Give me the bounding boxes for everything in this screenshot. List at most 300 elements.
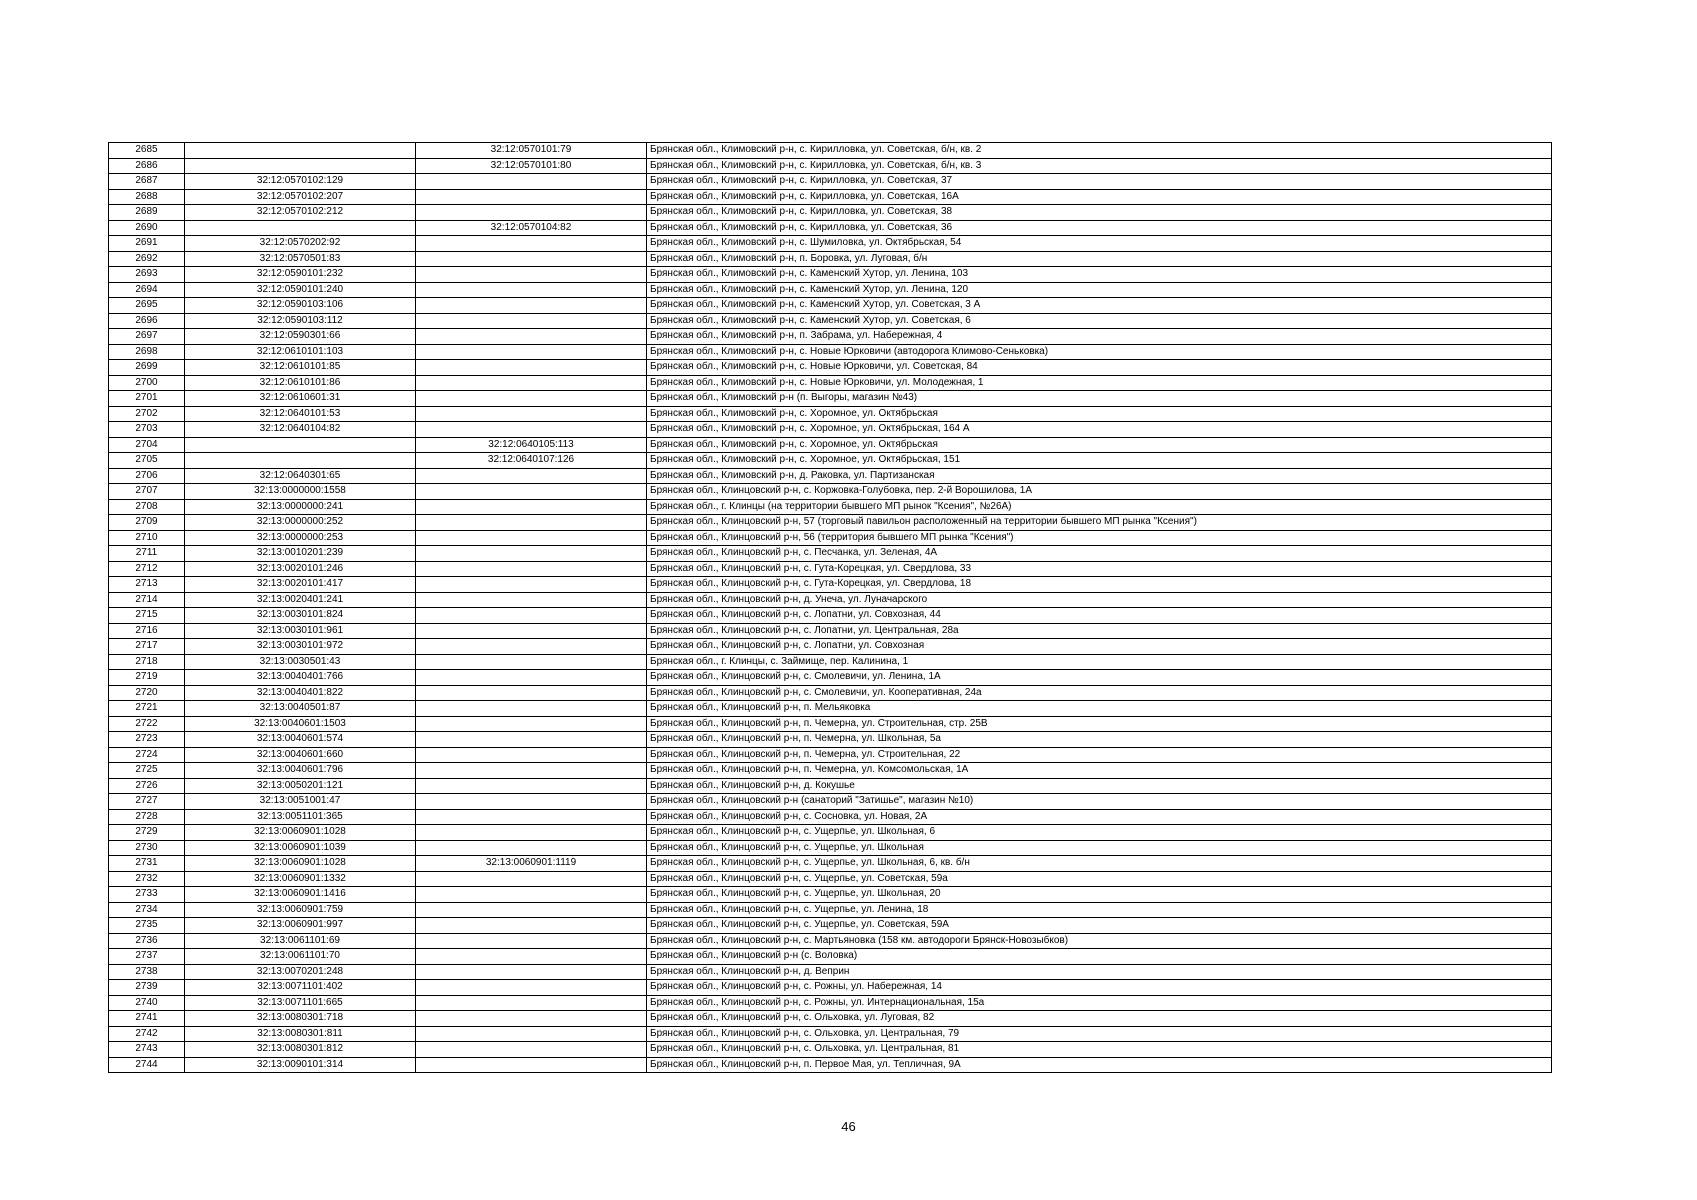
address-cell: Брянская обл., Климовский р-н, с. Хоромное, ул. Октябрьская, 164 А xyxy=(647,422,1552,438)
table-row xyxy=(109,515,1552,531)
table-row xyxy=(109,530,1552,546)
table-row xyxy=(109,236,1552,252)
row-number-cell: 2741 xyxy=(109,1011,185,1027)
premises-cadastral-number-cell xyxy=(416,422,647,438)
premises-cadastral-number-cell xyxy=(416,484,647,500)
table-row xyxy=(109,499,1552,515)
premises-cadastral-number-cell xyxy=(416,964,647,980)
premises-cadastral-number-cell xyxy=(416,577,647,593)
address-cell: Брянская обл., Климовский р-н, п. Забрама, ул. Набережная, 4 xyxy=(647,329,1552,345)
table-row xyxy=(109,949,1552,965)
address-cell: Брянская обл., Климовский р-н, с. Кирилловка, ул. Советская, б/н, кв. 3 xyxy=(647,158,1552,174)
address-cell: Брянская обл., Клинцовский р-н, п. Первое Мая, ул. Тепличная, 9А xyxy=(647,1057,1552,1073)
address-cell: Брянская обл., Климовский р-н, с. Хоромное, ул. Октябрьская, 151 xyxy=(647,453,1552,469)
premises-cadastral-number-cell xyxy=(416,267,647,283)
table-row xyxy=(109,995,1552,1011)
row-number-cell: 2702 xyxy=(109,406,185,422)
premises-cadastral-number-cell xyxy=(416,189,647,205)
table-row xyxy=(109,360,1552,376)
table-row xyxy=(109,220,1552,236)
table-row xyxy=(109,902,1552,918)
table-row xyxy=(109,747,1552,763)
cadastral-number-cell: 32:12:0590101:240 xyxy=(185,282,416,298)
cadastral-number-cell: 32:12:0590101:232 xyxy=(185,267,416,283)
row-number-cell: 2728 xyxy=(109,809,185,825)
address-cell: Брянская обл., Клинцовский р-н, с. Ущерпье, ул. Советская, 59а xyxy=(647,871,1552,887)
row-number-cell: 2709 xyxy=(109,515,185,531)
premises-cadastral-number-cell: 32:12:0570101:80 xyxy=(416,158,647,174)
cadastral-number-cell: 32:13:0060901:1039 xyxy=(185,840,416,856)
table-row xyxy=(109,375,1552,391)
table-row xyxy=(109,561,1552,577)
address-cell: Брянская обл., Клинцовский р-н, с. Ущерпье, ул. Школьная, 6, кв. б/н xyxy=(647,856,1552,872)
row-number-cell: 2736 xyxy=(109,933,185,949)
premises-cadastral-number-cell xyxy=(416,561,647,577)
cadastral-number-cell: 32:12:0640104:82 xyxy=(185,422,416,438)
premises-cadastral-number-cell xyxy=(416,499,647,515)
cadastral-number-cell: 32:13:0071101:402 xyxy=(185,980,416,996)
premises-cadastral-number-cell: 32:12:0640107:126 xyxy=(416,453,647,469)
premises-cadastral-number-cell xyxy=(416,592,647,608)
premises-cadastral-number-cell xyxy=(416,391,647,407)
cadastral-number-cell: 32:13:0071101:665 xyxy=(185,995,416,1011)
premises-cadastral-number-cell xyxy=(416,298,647,314)
row-number-cell: 2713 xyxy=(109,577,185,593)
premises-cadastral-number-cell xyxy=(416,670,647,686)
address-cell: Брянская обл., Клинцовский р-н, с. Ольховка, ул. Центральная, 81 xyxy=(647,1042,1552,1058)
cadastral-number-cell: 32:13:0060901:1028 xyxy=(185,825,416,841)
address-cell: Брянская обл., Клинцовский р-н, п. Чемерна, ул. Комсомольская, 1А xyxy=(647,763,1552,779)
premises-cadastral-number-cell xyxy=(416,406,647,422)
premises-cadastral-number-cell xyxy=(416,825,647,841)
cadastral-number-cell: 32:12:0570102:212 xyxy=(185,205,416,221)
cadastral-number-cell: 32:13:0090101:314 xyxy=(185,1057,416,1073)
row-number-cell: 2706 xyxy=(109,468,185,484)
cadastral-number-cell: 32:13:0040601:660 xyxy=(185,747,416,763)
table-row xyxy=(109,391,1552,407)
row-number-cell: 2727 xyxy=(109,794,185,810)
row-number-cell: 2742 xyxy=(109,1026,185,1042)
premises-cadastral-number-cell xyxy=(416,375,647,391)
row-number-cell: 2692 xyxy=(109,251,185,267)
row-number-cell: 2714 xyxy=(109,592,185,608)
premises-cadastral-number-cell: 32:13:0060901:1119 xyxy=(416,856,647,872)
address-cell: Брянская обл., Клинцовский р-н, с. Песчанка, ул. Зеленая, 4А xyxy=(647,546,1552,562)
cadastral-number-cell: 32:12:0590301:66 xyxy=(185,329,416,345)
page-number: 46 xyxy=(841,1119,856,1134)
table-row xyxy=(109,825,1552,841)
cadastral-number-cell: 32:13:0000000:252 xyxy=(185,515,416,531)
table-row xyxy=(109,1026,1552,1042)
table-row xyxy=(109,964,1552,980)
table-row xyxy=(109,453,1552,469)
address-cell: Брянская обл., Клинцовский р-н, с. Рожны, ул. Набережная, 14 xyxy=(647,980,1552,996)
premises-cadastral-number-cell xyxy=(416,995,647,1011)
registry-table-body xyxy=(109,143,1552,1073)
address-cell: Брянская обл., Клинцовский р-н, с. Смолевичи, ул. Ленина, 1А xyxy=(647,670,1552,686)
cadastral-number-cell: 32:13:0080301:811 xyxy=(185,1026,416,1042)
table-row xyxy=(109,732,1552,748)
row-number-cell: 2725 xyxy=(109,763,185,779)
address-cell: Брянская обл., Климовский р-н, с. Хоромное, ул. Октябрьская xyxy=(647,437,1552,453)
premises-cadastral-number-cell xyxy=(416,778,647,794)
cadastral-number-cell: 32:13:0030101:961 xyxy=(185,623,416,639)
premises-cadastral-number-cell xyxy=(416,608,647,624)
table-row xyxy=(109,685,1552,701)
premises-cadastral-number-cell xyxy=(416,902,647,918)
address-cell: Брянская обл., Климовский р-н, с. Новые Юрковичи (автодорога Климово-Сеньковка) xyxy=(647,344,1552,360)
table-row xyxy=(109,143,1552,159)
premises-cadastral-number-cell xyxy=(416,623,647,639)
table-row xyxy=(109,809,1552,825)
row-number-cell: 2697 xyxy=(109,329,185,345)
address-cell: Брянская обл., Клинцовский р-н, с. Мартьяновка (158 км. автодороги Брянск-Новозыбков) xyxy=(647,933,1552,949)
address-cell: Брянская обл., Клинцовский р-н (с. Воловка) xyxy=(647,949,1552,965)
address-cell: Брянская обл., Климовский р-н, с. Кирилловка, ул. Советская, 37 xyxy=(647,174,1552,190)
row-number-cell: 2695 xyxy=(109,298,185,314)
cadastral-number-cell: 32:13:0050201:121 xyxy=(185,778,416,794)
premises-cadastral-number-cell xyxy=(416,763,647,779)
table-row xyxy=(109,1057,1552,1073)
cadastral-number-cell: 32:13:0020401:241 xyxy=(185,592,416,608)
row-number-cell: 2717 xyxy=(109,639,185,655)
premises-cadastral-number-cell xyxy=(416,251,647,267)
table-row xyxy=(109,933,1552,949)
row-number-cell: 2730 xyxy=(109,840,185,856)
row-number-cell: 2689 xyxy=(109,205,185,221)
row-number-cell: 2686 xyxy=(109,158,185,174)
address-cell: Брянская обл., Клинцовский р-н, с. Коржовка-Голубовка, пер. 2-й Ворошилова, 1А xyxy=(647,484,1552,500)
address-cell: Брянская обл., Клинцовский р-н (санаторий "Затишье", магазин №10) xyxy=(647,794,1552,810)
premises-cadastral-number-cell xyxy=(416,949,647,965)
address-cell: Брянская обл., Клинцовский р-н, с. Ольховка, ул. Луговая, 82 xyxy=(647,1011,1552,1027)
address-cell: Брянская обл., Клинцовский р-н, с. Ущерпье, ул. Школьная, 20 xyxy=(647,887,1552,903)
row-number-cell: 2687 xyxy=(109,174,185,190)
table-row xyxy=(109,158,1552,174)
premises-cadastral-number-cell xyxy=(416,282,647,298)
address-cell: Брянская обл., Климовский р-н, с. Шумиловка, ул. Октябрьская, 54 xyxy=(647,236,1552,252)
cadastral-number-cell: 32:13:0030501:43 xyxy=(185,654,416,670)
cadastral-number-cell: 32:12:0590103:112 xyxy=(185,313,416,329)
address-cell: Брянская обл., Клинцовский р-н, с. Ущерпье, ул. Школьная, 6 xyxy=(647,825,1552,841)
premises-cadastral-number-cell xyxy=(416,530,647,546)
cadastral-number-cell: 32:13:0000000:1558 xyxy=(185,484,416,500)
row-number-cell: 2735 xyxy=(109,918,185,934)
premises-cadastral-number-cell xyxy=(416,840,647,856)
cadastral-number-cell: 32:13:0060901:1028 xyxy=(185,856,416,872)
cadastral-number-cell: 32:13:0080301:718 xyxy=(185,1011,416,1027)
premises-cadastral-number-cell xyxy=(416,654,647,670)
cadastral-number-cell: 32:13:0080301:812 xyxy=(185,1042,416,1058)
cadastral-number-cell: 32:13:0040601:574 xyxy=(185,732,416,748)
row-number-cell: 2732 xyxy=(109,871,185,887)
table-row xyxy=(109,267,1552,283)
table-row xyxy=(109,437,1552,453)
cadastral-number-cell: 32:13:0000000:253 xyxy=(185,530,416,546)
cadastral-number-cell xyxy=(185,143,416,159)
address-cell: Брянская обл., Клинцовский р-н, п. Чемерна, ул. Школьная, 5а xyxy=(647,732,1552,748)
address-cell: Брянская обл., Клинцовский р-н, 56 (территория бывшего МП рынка "Ксения") xyxy=(647,530,1552,546)
row-number-cell: 2716 xyxy=(109,623,185,639)
premises-cadastral-number-cell xyxy=(416,809,647,825)
table-row xyxy=(109,422,1552,438)
address-cell: Брянская обл., Клинцовский р-н, п. Мельяковка xyxy=(647,701,1552,717)
row-number-cell: 2710 xyxy=(109,530,185,546)
table-row xyxy=(109,282,1552,298)
premises-cadastral-number-cell: 32:12:0570104:82 xyxy=(416,220,647,236)
premises-cadastral-number-cell xyxy=(416,515,647,531)
cadastral-number-cell: 32:12:0610601:31 xyxy=(185,391,416,407)
cadastral-number-cell: 32:13:0051101:365 xyxy=(185,809,416,825)
row-number-cell: 2721 xyxy=(109,701,185,717)
premises-cadastral-number-cell xyxy=(416,1042,647,1058)
row-number-cell: 2724 xyxy=(109,747,185,763)
row-number-cell: 2705 xyxy=(109,453,185,469)
table-row xyxy=(109,716,1552,732)
cadastral-number-cell: 32:12:0570501:83 xyxy=(185,251,416,267)
row-number-cell: 2700 xyxy=(109,375,185,391)
address-cell: Брянская обл., Климовский р-н, с. Кирилловка, ул. Советская, 38 xyxy=(647,205,1552,221)
premises-cadastral-number-cell: 32:12:0570101:79 xyxy=(416,143,647,159)
row-number-cell: 2719 xyxy=(109,670,185,686)
premises-cadastral-number-cell xyxy=(416,887,647,903)
cadastral-number-cell xyxy=(185,220,416,236)
cadastral-number-cell: 32:13:0030101:972 xyxy=(185,639,416,655)
cadastral-number-cell: 32:13:0020101:417 xyxy=(185,577,416,593)
table-row xyxy=(109,577,1552,593)
table-row xyxy=(109,468,1552,484)
row-number-cell: 2739 xyxy=(109,980,185,996)
cadastral-number-cell: 32:13:0060901:759 xyxy=(185,902,416,918)
row-number-cell: 2729 xyxy=(109,825,185,841)
cadastral-number-cell: 32:13:0040401:822 xyxy=(185,685,416,701)
table-row xyxy=(109,205,1552,221)
premises-cadastral-number-cell xyxy=(416,236,647,252)
address-cell: Брянская обл., Клинцовский р-н, с. Сосновка, ул. Новая, 2А xyxy=(647,809,1552,825)
premises-cadastral-number-cell xyxy=(416,716,647,732)
cadastral-number-cell: 32:13:0000000:241 xyxy=(185,499,416,515)
row-number-cell: 2712 xyxy=(109,561,185,577)
address-cell: Брянская обл., Клинцовский р-н, д. Кокушье xyxy=(647,778,1552,794)
address-cell: Брянская обл., Климовский р-н, с. Каменский Хутор, ул. Ленина, 120 xyxy=(647,282,1552,298)
row-number-cell: 2708 xyxy=(109,499,185,515)
address-cell: Брянская обл., г. Клинцы, с. Займище, пер. Калинина, 1 xyxy=(647,654,1552,670)
premises-cadastral-number-cell xyxy=(416,639,647,655)
premises-cadastral-number-cell xyxy=(416,1057,647,1073)
cadastral-number-cell xyxy=(185,453,416,469)
address-cell: Брянская обл., Клинцовский р-н, с. Гута-Корецкая, ул. Свердлова, 33 xyxy=(647,561,1552,577)
table-row xyxy=(109,623,1552,639)
row-number-cell: 2694 xyxy=(109,282,185,298)
table-row xyxy=(109,763,1552,779)
row-number-cell: 2685 xyxy=(109,143,185,159)
row-number-cell: 2691 xyxy=(109,236,185,252)
address-cell: Брянская обл., Клинцовский р-н, с. Смолевичи, ул. Кооперативная, 24а xyxy=(647,685,1552,701)
premises-cadastral-number-cell xyxy=(416,329,647,345)
row-number-cell: 2722 xyxy=(109,716,185,732)
address-cell: Брянская обл., Клинцовский р-н, с. Ущерпье, ул. Школьная xyxy=(647,840,1552,856)
premises-cadastral-number-cell xyxy=(416,468,647,484)
cadastral-number-cell: 32:12:0570202:92 xyxy=(185,236,416,252)
row-number-cell: 2723 xyxy=(109,732,185,748)
cadastral-number-cell: 32:13:0020101:246 xyxy=(185,561,416,577)
table-row xyxy=(109,406,1552,422)
table-row xyxy=(109,654,1552,670)
cadastral-number-cell: 32:12:0590103:106 xyxy=(185,298,416,314)
address-cell: Брянская обл., Клинцовский р-н, с. Ольховка, ул. Центральная, 79 xyxy=(647,1026,1552,1042)
row-number-cell: 2703 xyxy=(109,422,185,438)
address-cell: Брянская обл., Климовский р-н, с. Новые Юрковичи, ул. Молодежная, 1 xyxy=(647,375,1552,391)
row-number-cell: 2740 xyxy=(109,995,185,1011)
cadastral-number-cell: 32:13:0060901:997 xyxy=(185,918,416,934)
premises-cadastral-number-cell xyxy=(416,933,647,949)
address-cell: Брянская обл., Клинцовский р-н, с. Лопатни, ул. Совхозная xyxy=(647,639,1552,655)
row-number-cell: 2734 xyxy=(109,902,185,918)
table-row xyxy=(109,1011,1552,1027)
cadastral-number-cell: 32:13:0030101:824 xyxy=(185,608,416,624)
table-row xyxy=(109,778,1552,794)
table-row xyxy=(109,608,1552,624)
address-cell: Брянская обл., Клинцовский р-н, д. Унеча, ул. Луначарского xyxy=(647,592,1552,608)
cadastral-number-cell: 32:13:0040601:1503 xyxy=(185,716,416,732)
address-cell: Брянская обл., Климовский р-н, с. Каменский Хутор, ул. Советская, 3 А xyxy=(647,298,1552,314)
row-number-cell: 2699 xyxy=(109,360,185,376)
premises-cadastral-number-cell xyxy=(416,360,647,376)
address-cell: Брянская обл., Климовский р-н, с. Хоромное, ул. Октябрьская xyxy=(647,406,1552,422)
cadastral-number-cell: 32:12:0610101:85 xyxy=(185,360,416,376)
table-row xyxy=(109,856,1552,872)
cadastral-number-cell: 32:12:0640101:53 xyxy=(185,406,416,422)
cadastral-number-cell: 32:13:0051001:47 xyxy=(185,794,416,810)
registry-table xyxy=(108,142,1552,1073)
premises-cadastral-number-cell xyxy=(416,871,647,887)
cadastral-number-cell: 32:13:0061101:70 xyxy=(185,949,416,965)
table-row xyxy=(109,670,1552,686)
premises-cadastral-number-cell: 32:12:0640105:113 xyxy=(416,437,647,453)
row-number-cell: 2704 xyxy=(109,437,185,453)
row-number-cell: 2726 xyxy=(109,778,185,794)
cadastral-number-cell: 32:13:0040501:87 xyxy=(185,701,416,717)
table-row xyxy=(109,251,1552,267)
premises-cadastral-number-cell xyxy=(416,732,647,748)
row-number-cell: 2711 xyxy=(109,546,185,562)
cadastral-number-cell: 32:13:0040401:766 xyxy=(185,670,416,686)
premises-cadastral-number-cell xyxy=(416,918,647,934)
cadastral-number-cell: 32:13:0060901:1332 xyxy=(185,871,416,887)
address-cell: Брянская обл., Климовский р-н, с. Кирилловка, ул. Советская, 36 xyxy=(647,220,1552,236)
premises-cadastral-number-cell xyxy=(416,1026,647,1042)
row-number-cell: 2718 xyxy=(109,654,185,670)
table-row xyxy=(109,887,1552,903)
row-number-cell: 2688 xyxy=(109,189,185,205)
cadastral-number-cell: 32:12:0570102:129 xyxy=(185,174,416,190)
address-cell: Брянская обл., Клинцовский р-н, д. Веприн xyxy=(647,964,1552,980)
premises-cadastral-number-cell xyxy=(416,174,647,190)
row-number-cell: 2744 xyxy=(109,1057,185,1073)
cadastral-number-cell: 32:12:0610101:86 xyxy=(185,375,416,391)
row-number-cell: 2690 xyxy=(109,220,185,236)
premises-cadastral-number-cell xyxy=(416,701,647,717)
row-number-cell: 2733 xyxy=(109,887,185,903)
address-cell: Брянская обл., Климовский р-н, д. Раковка, ул. Партизанская xyxy=(647,468,1552,484)
table-row xyxy=(109,871,1552,887)
row-number-cell: 2731 xyxy=(109,856,185,872)
table-row xyxy=(109,701,1552,717)
cadastral-number-cell: 32:13:0061101:69 xyxy=(185,933,416,949)
premises-cadastral-number-cell xyxy=(416,794,647,810)
table-row xyxy=(109,639,1552,655)
cadastral-number-cell: 32:12:0570102:207 xyxy=(185,189,416,205)
table-row xyxy=(109,344,1552,360)
premises-cadastral-number-cell xyxy=(416,747,647,763)
premises-cadastral-number-cell xyxy=(416,980,647,996)
premises-cadastral-number-cell xyxy=(416,205,647,221)
address-cell: Брянская обл., Климовский р-н, с. Новые Юрковичи, ул. Советская, 84 xyxy=(647,360,1552,376)
cadastral-number-cell xyxy=(185,158,416,174)
table-row xyxy=(109,980,1552,996)
address-cell: Брянская обл., Клинцовский р-н, с. Ущерпье, ул. Ленина, 18 xyxy=(647,902,1552,918)
table-row xyxy=(109,794,1552,810)
address-cell: Брянская обл., Климовский р-н, с. Каменский Хутор, ул. Ленина, 103 xyxy=(647,267,1552,283)
table-row xyxy=(109,546,1552,562)
table-row xyxy=(109,174,1552,190)
address-cell: Брянская обл., Клинцовский р-н, с. Лопатни, ул. Совхозная, 44 xyxy=(647,608,1552,624)
address-cell: Брянская обл., г. Клинцы (на территории бывшего МП рынок "Ксения", №26А) xyxy=(647,499,1552,515)
cadastral-number-cell: 32:13:0070201:248 xyxy=(185,964,416,980)
cadastral-number-cell: 32:12:0640301:65 xyxy=(185,468,416,484)
address-cell: Брянская обл., Клинцовский р-н, с. Гута-Корецкая, ул. Свердлова, 18 xyxy=(647,577,1552,593)
row-number-cell: 2696 xyxy=(109,313,185,329)
premises-cadastral-number-cell xyxy=(416,685,647,701)
cadastral-number-cell: 32:13:0060901:1416 xyxy=(185,887,416,903)
cadastral-number-cell: 32:12:0610101:103 xyxy=(185,344,416,360)
table-row xyxy=(109,484,1552,500)
table-row xyxy=(109,840,1552,856)
address-cell: Брянская обл., Клинцовский р-н, п. Чемерна, ул. Строительная, 22 xyxy=(647,747,1552,763)
row-number-cell: 2715 xyxy=(109,608,185,624)
table-row xyxy=(109,189,1552,205)
address-cell: Брянская обл., Климовский р-н (п. Выгоры, магазин №43) xyxy=(647,391,1552,407)
address-cell: Брянская обл., Клинцовский р-н, с. Ущерпье, ул. Советская, 59А xyxy=(647,918,1552,934)
premises-cadastral-number-cell xyxy=(416,1011,647,1027)
address-cell: Брянская обл., Климовский р-н, п. Боровка, ул. Луговая, б/н xyxy=(647,251,1552,267)
address-cell: Брянская обл., Климовский р-н, с. Кирилловка, ул. Советская, 16А xyxy=(647,189,1552,205)
address-cell: Брянская обл., Клинцовский р-н, п. Чемерна, ул. Строительная, стр. 25В xyxy=(647,716,1552,732)
address-cell: Брянская обл., Клинцовский р-н, с. Лопатни, ул. Центральная, 28а xyxy=(647,623,1552,639)
table-row xyxy=(109,298,1552,314)
address-cell: Брянская обл., Клинцовский р-н, 57 (торговый павильон расположенный на территории бывшего МП рынка "Ксения") xyxy=(647,515,1552,531)
premises-cadastral-number-cell xyxy=(416,546,647,562)
cadastral-number-cell xyxy=(185,437,416,453)
row-number-cell: 2743 xyxy=(109,1042,185,1058)
row-number-cell: 2720 xyxy=(109,685,185,701)
address-cell: Брянская обл., Климовский р-н, с. Кирилловка, ул. Советская, б/н, кв. 2 xyxy=(647,143,1552,159)
table-row xyxy=(109,1042,1552,1058)
cadastral-number-cell: 32:13:0040601:796 xyxy=(185,763,416,779)
row-number-cell: 2738 xyxy=(109,964,185,980)
premises-cadastral-number-cell xyxy=(416,313,647,329)
row-number-cell: 2701 xyxy=(109,391,185,407)
row-number-cell: 2707 xyxy=(109,484,185,500)
table-row xyxy=(109,313,1552,329)
table-row xyxy=(109,918,1552,934)
row-number-cell: 2737 xyxy=(109,949,185,965)
premises-cadastral-number-cell xyxy=(416,344,647,360)
address-cell: Брянская обл., Клинцовский р-н, с. Рожны, ул. Интернациональная, 15а xyxy=(647,995,1552,1011)
table-row xyxy=(109,329,1552,345)
row-number-cell: 2698 xyxy=(109,344,185,360)
row-number-cell: 2693 xyxy=(109,267,185,283)
